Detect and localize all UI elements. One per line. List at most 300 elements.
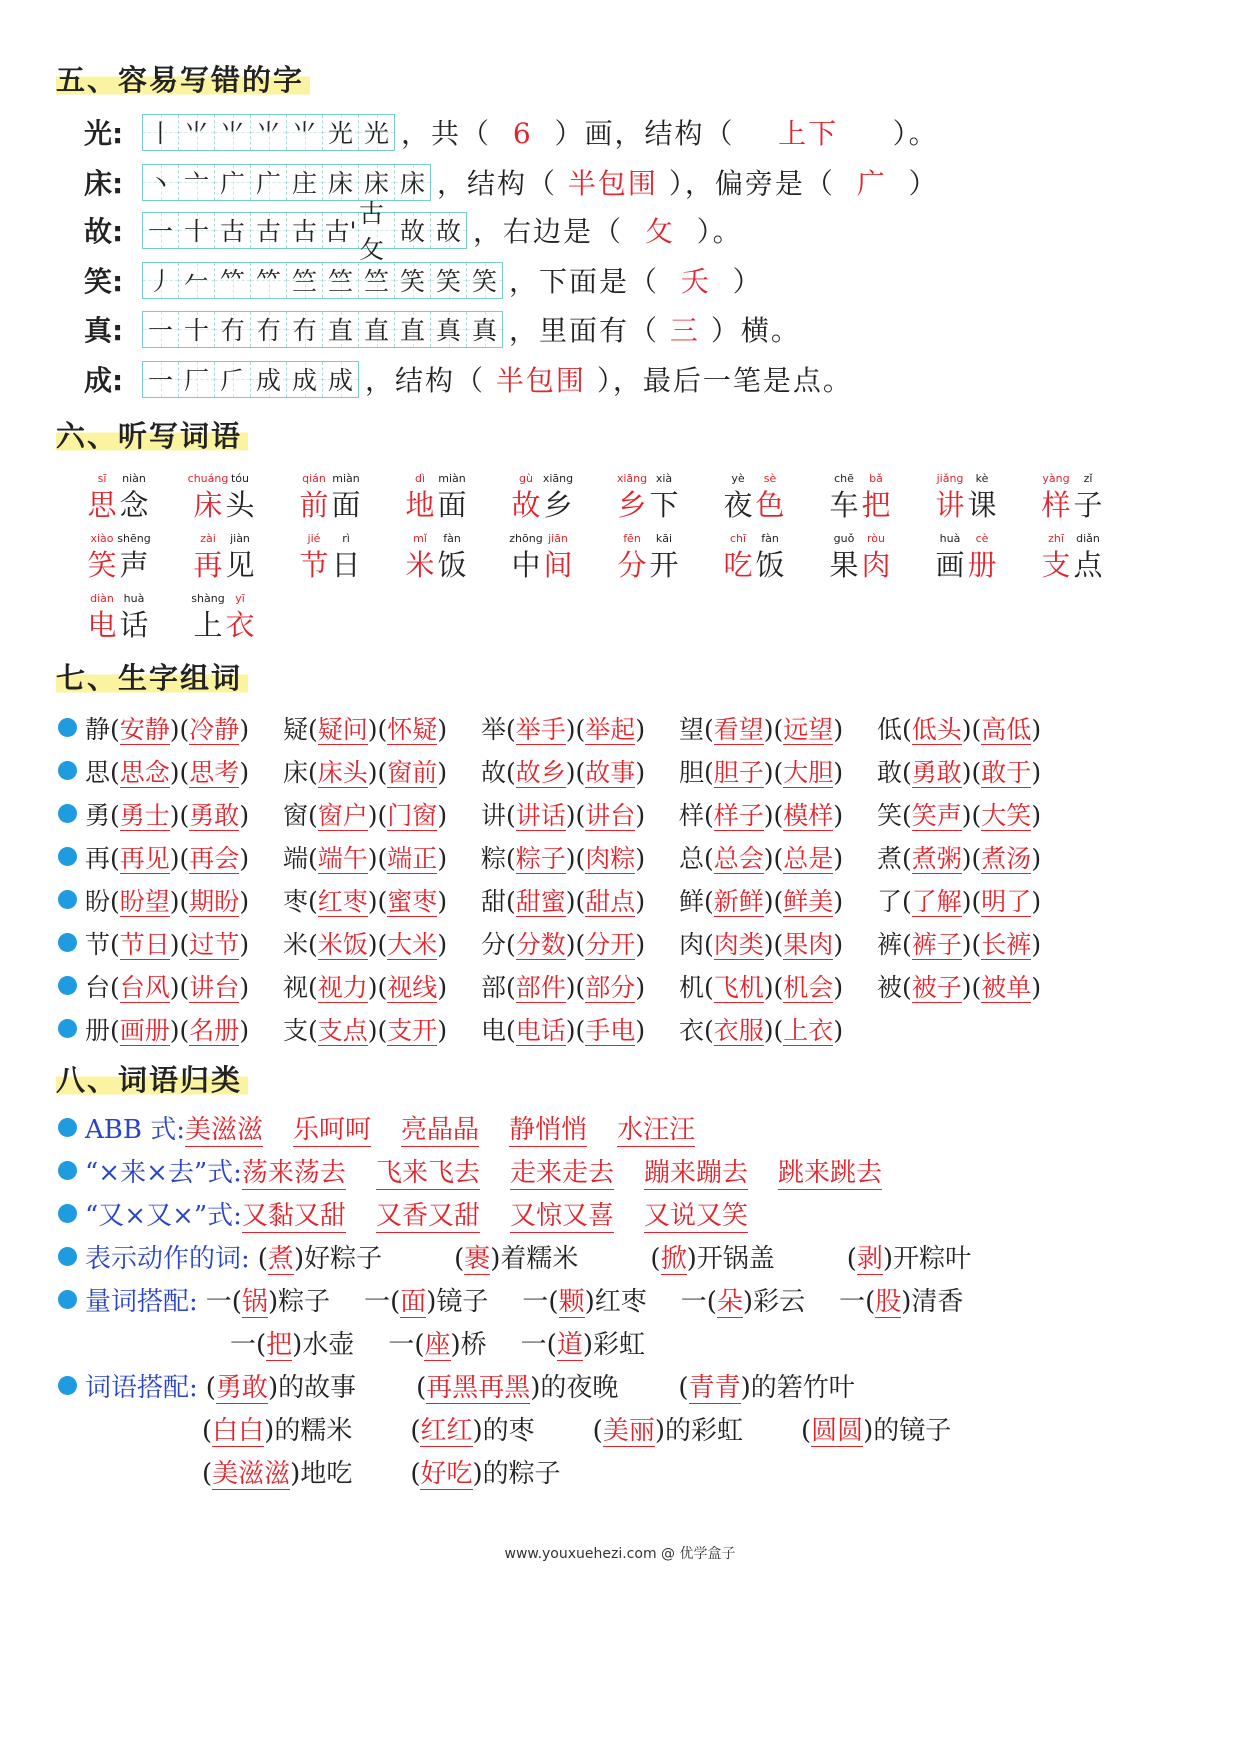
hanzi: 日 xyxy=(331,548,361,582)
section-6-title: 六、听写词语 xyxy=(56,414,248,455)
stroke-cell xyxy=(179,115,215,150)
class-item: 一(锅)粽子 xyxy=(205,1287,331,1317)
answer-word: 台风 xyxy=(119,972,170,1002)
stroke-grid xyxy=(142,199,467,264)
pinyin-char xyxy=(224,532,256,584)
pinyin-char xyxy=(616,532,648,584)
answer-word: 座 xyxy=(424,1330,451,1360)
hanzi: 话 xyxy=(119,608,149,642)
pinyin-char xyxy=(934,532,966,584)
stroke-glyph: 庄 xyxy=(291,169,317,198)
answer-word: 鲜美 xyxy=(783,886,834,916)
stroke-row-text: ，右边是（ 攵 ）。 xyxy=(473,215,743,248)
answer-word: 米饭 xyxy=(317,929,368,959)
pinyin-char xyxy=(192,592,224,644)
answer-word: 锅 xyxy=(241,1287,268,1317)
class-item: (好吃)的粽子 xyxy=(410,1459,561,1489)
class-item: 一(座)桥 xyxy=(388,1330,487,1360)
compose-item: 总(总会)(总是) xyxy=(679,843,844,873)
stroke-glyph: 古 xyxy=(219,217,245,246)
class-item: (白白)的糯米 xyxy=(202,1416,353,1446)
answer-word: 窗前 xyxy=(387,757,438,787)
hanzi: 前 xyxy=(299,488,329,522)
char-label: 笑: xyxy=(84,265,124,298)
hanzi: 乡 xyxy=(543,488,573,522)
stroke-cell xyxy=(251,312,287,347)
class-item: 一(道)彩虹 xyxy=(520,1330,645,1360)
stroke-cell xyxy=(287,213,323,248)
pinyin: tóu xyxy=(230,472,249,485)
answer-word: 电话 xyxy=(515,1015,566,1045)
stroke-glyph: 𥫗 xyxy=(219,267,245,296)
hanzi: 声 xyxy=(119,548,149,582)
stroke-glyph: 丶 xyxy=(147,169,173,198)
answer-word: 美滋滋 xyxy=(212,1459,291,1489)
answer-word: 再见 xyxy=(119,843,170,873)
pinyin-char xyxy=(828,472,860,524)
dictation-word xyxy=(404,532,510,584)
dictation-word xyxy=(934,532,1040,584)
class-item: (勇敢)的故事 xyxy=(205,1373,357,1403)
dictation-word xyxy=(510,532,616,584)
pinyin-char xyxy=(86,592,118,644)
hanzi: 支 xyxy=(1041,548,1071,582)
stroke-row xyxy=(84,357,853,401)
answer-word: 端正 xyxy=(387,843,438,873)
char-label: 真: xyxy=(84,314,124,347)
answer-word: 讲台 xyxy=(585,800,636,830)
stroke-cell xyxy=(323,165,359,200)
bullet-icon xyxy=(58,804,77,823)
pinyin-char xyxy=(86,472,118,524)
hanzi: 课 xyxy=(967,488,997,522)
class-item: (圆圆)的镜子 xyxy=(800,1416,952,1446)
compose-item: 被(被子)(被单) xyxy=(877,972,1042,1002)
pinyin-char xyxy=(187,472,229,524)
compose-item: 故(故乡)(故事) xyxy=(481,757,646,787)
stroke-glyph: 真 xyxy=(471,316,497,345)
dictation-word xyxy=(828,472,934,524)
answer-word: 面 xyxy=(400,1287,427,1317)
stroke-glyph: 成 xyxy=(291,366,317,395)
pinyin: chuáng xyxy=(187,472,229,485)
stroke-glyph: ⺌ xyxy=(183,119,209,148)
class-word: 飞来飞去 xyxy=(376,1152,480,1190)
stroke-row-text: ，下面是（ 夭 ） xyxy=(509,265,763,298)
stroke-glyph: 𠂆 xyxy=(219,366,245,395)
hanzi: 讲 xyxy=(935,488,965,522)
bullet-icon xyxy=(58,1019,77,1038)
class-word: 又惊又喜 xyxy=(510,1195,614,1233)
stroke-cell xyxy=(395,213,431,248)
char-label: 故: xyxy=(84,215,124,248)
stroke-glyph: 一 xyxy=(147,316,173,345)
compose-item: 窗(窗户)(门窗) xyxy=(283,800,448,830)
stroke-cell xyxy=(251,115,287,150)
compose-item: 裤(裤子)(长裤) xyxy=(877,929,1042,959)
pinyin-char xyxy=(330,472,362,524)
class-item: (美滋滋)地吃 xyxy=(202,1459,353,1489)
compose-row xyxy=(58,835,1075,878)
pinyin: guǒ xyxy=(833,532,855,545)
answer-word: 掀 xyxy=(660,1244,687,1274)
bullet-icon xyxy=(58,933,77,952)
class-line xyxy=(58,1192,971,1235)
pinyin-char xyxy=(436,532,468,584)
section-5-title: 五、容易写错的字 xyxy=(56,58,310,99)
stroke-cell xyxy=(215,312,251,347)
compose-item: 望(看望)(远望) xyxy=(679,714,844,744)
answer-word: 思考 xyxy=(189,757,240,787)
answer-word: 总是 xyxy=(783,843,834,873)
compose-item: 了(了解)(明了) xyxy=(877,886,1042,916)
bullet-icon xyxy=(58,1161,77,1180)
pinyin: yàng xyxy=(1042,472,1070,485)
stroke-glyph: 直 xyxy=(327,316,353,345)
compose-row xyxy=(58,921,1075,964)
class-line xyxy=(58,1235,971,1278)
compose-item: 疑(疑问)(怀疑) xyxy=(283,714,448,744)
char-label: 床: xyxy=(84,167,124,200)
stroke-cell xyxy=(287,312,323,347)
stroke-glyph: 𠂉 xyxy=(183,267,209,296)
pinyin: fàn xyxy=(761,532,779,545)
stroke-glyph: 广 xyxy=(219,169,245,198)
answer-word: 模样 xyxy=(783,800,834,830)
answer-word: 美丽 xyxy=(602,1416,655,1446)
pinyin-char xyxy=(118,532,150,584)
compose-item: 肉(肉类)(果肉) xyxy=(679,929,844,959)
answer-word: 勇敢 xyxy=(215,1373,268,1403)
char-label: 成: xyxy=(84,364,124,397)
hanzi: 念 xyxy=(119,488,149,522)
hanzi: 头 xyxy=(225,488,255,522)
pinyin-char xyxy=(224,472,256,524)
compose-row xyxy=(58,878,1075,921)
class-word: 跳来跳去 xyxy=(778,1152,882,1190)
class-line xyxy=(58,1364,971,1407)
answer-word: 节日 xyxy=(119,929,170,959)
class-item: (青青)的箬竹叶 xyxy=(678,1373,855,1403)
answer-word: 冷静 xyxy=(189,714,240,744)
dictation-word xyxy=(86,472,192,524)
section-7-title: 七、生字组词 xyxy=(56,656,248,697)
stroke-glyph: 古 xyxy=(255,217,281,246)
answer-word: 飞机 xyxy=(713,972,764,1002)
answer-word: 手电 xyxy=(585,1015,636,1045)
hanzi: 色 xyxy=(755,488,785,522)
pinyin: bǎ xyxy=(869,472,883,485)
class-line xyxy=(58,1407,971,1450)
dictation-word xyxy=(86,592,192,644)
stroke-row-text: ，里面有（ 三 ）横。 xyxy=(509,314,801,347)
answer-word: 被单 xyxy=(981,972,1032,1002)
pinyin: niàn xyxy=(122,472,146,485)
stroke-glyph: 冇 xyxy=(219,316,245,345)
bullet-icon xyxy=(58,1247,77,1266)
answer-word: 蜜枣 xyxy=(387,886,438,916)
stroke-cell xyxy=(251,213,287,248)
answer-word: 床头 xyxy=(317,757,368,787)
stroke-row-text: ，共（ 6 ）画，结构（ 上下 ）。 xyxy=(401,117,939,150)
compose-row xyxy=(58,964,1075,1007)
stroke-glyph: 亠 xyxy=(183,169,209,198)
class-item: (裹)着糯米 xyxy=(454,1244,579,1274)
stroke-cell xyxy=(179,263,215,298)
answer-word: 勇士 xyxy=(119,800,170,830)
answer-word: 胆子 xyxy=(713,757,764,787)
compose-item: 节(节日)(过节) xyxy=(85,929,250,959)
class-word: 蹦来蹦去 xyxy=(644,1152,748,1190)
class-label: “×来×去”式: xyxy=(85,1158,242,1188)
pinyin-char xyxy=(436,472,468,524)
answer-word: 股 xyxy=(875,1287,902,1317)
class-item: (美丽)的彩虹 xyxy=(592,1416,743,1446)
compose-item: 思(思念)(思考) xyxy=(85,757,250,787)
pinyin: jiàn xyxy=(230,532,250,545)
compose-item: 样(样子)(模样) xyxy=(679,800,844,830)
pinyin-char xyxy=(934,472,966,524)
hanzi: 中 xyxy=(511,548,541,582)
pinyin: chī xyxy=(729,532,747,545)
hanzi: 面 xyxy=(437,488,467,522)
bullet-icon xyxy=(58,976,77,995)
pinyin-char xyxy=(616,472,648,524)
hanzi: 下 xyxy=(649,488,679,522)
stroke-glyph: ⺌ xyxy=(219,119,245,148)
pinyin-char xyxy=(722,472,754,524)
answer-word: 支点 xyxy=(317,1015,368,1045)
class-label: 词语搭配: xyxy=(85,1373,198,1403)
pinyin: gù xyxy=(519,472,533,485)
stroke-glyph: 十 xyxy=(183,217,209,246)
class-item: 一(朵)彩云 xyxy=(680,1287,806,1317)
stroke-cell xyxy=(215,165,251,200)
stroke-glyph: 床 xyxy=(363,169,389,198)
answer-word: 总会 xyxy=(713,843,764,873)
dictation-word xyxy=(298,472,404,524)
hanzi: 节 xyxy=(299,548,329,582)
dictation-word xyxy=(187,472,298,524)
pinyin: xiāng xyxy=(542,472,574,485)
stroke-grid xyxy=(142,361,359,398)
stroke-row-text: ，结构（ 半包围 ），偏旁是（ 广 ） xyxy=(437,167,939,200)
answer-word: 疑问 xyxy=(317,714,368,744)
stroke-glyph: 竺 xyxy=(327,267,353,296)
pinyin-char xyxy=(86,532,118,584)
answer-word: 大笑 xyxy=(981,800,1032,830)
class-item: 一(颗)红枣 xyxy=(522,1287,647,1317)
hanzi: 册 xyxy=(967,548,997,582)
stroke-glyph: 古' xyxy=(324,217,357,246)
stroke-glyph: 竺 xyxy=(291,267,317,296)
pinyin-char xyxy=(192,532,224,584)
dictation-word xyxy=(404,472,510,524)
stroke-glyph: 十 xyxy=(183,316,209,345)
answer-word: 怀疑 xyxy=(387,714,438,744)
answer-word: 了解 xyxy=(911,886,962,916)
answer-word: 把 xyxy=(266,1330,293,1360)
stroke-glyph: 笑 xyxy=(399,267,425,296)
dictation-word xyxy=(934,472,1040,524)
dictation-word xyxy=(192,592,298,644)
hanzi: 果 xyxy=(829,548,859,582)
stroke-cell xyxy=(395,263,431,298)
hanzi: 画 xyxy=(935,548,965,582)
pinyin-char xyxy=(510,532,542,584)
hanzi: 面 xyxy=(331,488,361,522)
compose-item: 册(画册)(名册) xyxy=(85,1015,250,1045)
bullet-icon xyxy=(58,761,77,780)
pinyin-char xyxy=(330,532,362,584)
stroke-cell xyxy=(359,263,395,298)
compose-item: 举(举手)(举起) xyxy=(481,714,646,744)
answer-word: 肉粽 xyxy=(585,843,636,873)
compose-item: 敢(勇敢)(敢于) xyxy=(877,757,1042,787)
hanzi: 开 xyxy=(649,548,679,582)
pinyin-char xyxy=(1072,532,1104,584)
stroke-glyph: 古攵 xyxy=(359,199,385,264)
answer-word: 白白 xyxy=(212,1416,265,1446)
stroke-glyph: 𥫗 xyxy=(255,267,281,296)
answer-word: 再会 xyxy=(189,843,240,873)
answer-word: 举起 xyxy=(585,714,636,744)
bullet-icon xyxy=(58,890,77,909)
compose-item: 静(安静)(冷静) xyxy=(85,714,250,744)
compose-item: 低(低头)(高低) xyxy=(877,714,1042,744)
pinyin: xiào xyxy=(90,532,114,545)
pinyin-char xyxy=(118,592,150,644)
stroke-glyph: 成 xyxy=(255,366,281,395)
hanzi: 肉 xyxy=(861,548,891,582)
stroke-glyph: 冇 xyxy=(255,316,281,345)
class-item: (剥)开粽叶 xyxy=(846,1244,972,1274)
dictation-word xyxy=(510,472,616,524)
stroke-cell xyxy=(179,165,215,200)
pinyin-char xyxy=(298,472,330,524)
answer-word: 煮 xyxy=(267,1244,294,1274)
bullet-icon xyxy=(58,718,77,737)
answer-word: 煮汤 xyxy=(981,843,1032,873)
pinyin-char xyxy=(404,532,436,584)
hanzi: 饭 xyxy=(437,548,467,582)
class-label: 表示动作的词: xyxy=(85,1244,250,1274)
pinyin-char xyxy=(966,472,998,524)
compose-item: 勇(勇士)(勇敢) xyxy=(85,800,250,830)
answer-word: 大胆 xyxy=(783,757,834,787)
hanzi: 衣 xyxy=(225,608,255,642)
compose-row xyxy=(58,1007,1075,1050)
answer-word: 期盼 xyxy=(189,886,240,916)
compose-item: 讲(讲话)(讲台) xyxy=(481,800,646,830)
answer-word: 圆圆 xyxy=(811,1416,864,1446)
pinyin: fēn xyxy=(623,532,641,545)
pinyin: rì xyxy=(342,532,350,545)
stroke-cell xyxy=(395,312,431,347)
stroke-cell xyxy=(215,263,251,298)
answer-word: 长裤 xyxy=(981,929,1032,959)
answer-word: 好吃 xyxy=(420,1459,473,1489)
pinyin-char xyxy=(298,532,330,584)
hanzi: 把 xyxy=(861,488,891,522)
dictation-word xyxy=(192,532,298,584)
hanzi: 车 xyxy=(829,488,859,522)
dictation-word xyxy=(828,532,934,584)
answer-word: 安静 xyxy=(119,714,170,744)
answer-word: 盼望 xyxy=(119,886,170,916)
answer-word: 甜点 xyxy=(585,886,636,916)
stroke-cell xyxy=(251,165,287,200)
hanzi: 吃 xyxy=(723,548,753,582)
pinyin-char xyxy=(722,532,754,584)
answer-word: 新鲜 xyxy=(713,886,764,916)
answer-word: 勇敢 xyxy=(911,757,962,787)
dictation-words xyxy=(86,472,1166,644)
compose-item: 视(视力)(视线) xyxy=(283,972,448,1002)
stroke-cell xyxy=(179,362,215,397)
pinyin-char xyxy=(542,532,574,584)
pinyin-char xyxy=(404,472,436,524)
answer-word: 青青 xyxy=(688,1373,741,1403)
answer-word: 视线 xyxy=(387,972,438,1002)
class-item: (煮)好粽子 xyxy=(257,1244,383,1274)
pinyin-char xyxy=(510,472,542,524)
stroke-cell xyxy=(143,263,179,298)
pinyin: huà xyxy=(123,592,145,605)
dictation-word xyxy=(616,472,722,524)
compose-item: 甜(甜蜜)(甜点) xyxy=(481,886,646,916)
answer-word: 分数 xyxy=(515,929,566,959)
stroke-glyph: 故 xyxy=(399,217,425,246)
stroke-glyph: ⺌ xyxy=(255,119,281,148)
answer-word: 红枣 xyxy=(317,886,368,916)
pinyin: yī xyxy=(235,592,245,605)
answer-word: 机会 xyxy=(783,972,834,1002)
stroke-cell xyxy=(143,115,179,150)
hanzi: 米 xyxy=(405,548,435,582)
stroke-cell xyxy=(287,263,323,298)
stroke-cell xyxy=(179,312,215,347)
stroke-cell xyxy=(323,362,358,397)
stroke-glyph: ⺌ xyxy=(291,119,317,148)
answer-word: 再黑再黑 xyxy=(426,1373,531,1403)
answer-word: 朵 xyxy=(716,1287,743,1317)
pinyin-char xyxy=(542,472,574,524)
answer-word: 门窗 xyxy=(387,800,438,830)
stroke-cell xyxy=(143,213,179,248)
compose-item: 电(电话)(手电) xyxy=(481,1015,646,1045)
hanzi: 床 xyxy=(193,488,223,522)
dictation-word xyxy=(616,532,722,584)
pinyin-char xyxy=(648,532,680,584)
hanzi: 地 xyxy=(405,488,435,522)
class-line xyxy=(58,1106,971,1149)
pinyin: yè xyxy=(731,472,745,485)
answer-word: 端午 xyxy=(317,843,368,873)
stroke-grid xyxy=(142,114,395,151)
pinyin: qián xyxy=(302,472,326,485)
stroke-cell xyxy=(287,115,323,150)
answer-word: 部件 xyxy=(515,972,566,1002)
stroke-cell xyxy=(143,362,179,397)
stroke-cell xyxy=(431,213,466,248)
dictation-word xyxy=(86,532,192,584)
stroke-glyph: 直 xyxy=(363,316,389,345)
pinyin: jié xyxy=(307,532,321,545)
bullet-icon xyxy=(58,1376,77,1395)
dictation-word xyxy=(722,532,828,584)
class-line xyxy=(58,1321,971,1364)
